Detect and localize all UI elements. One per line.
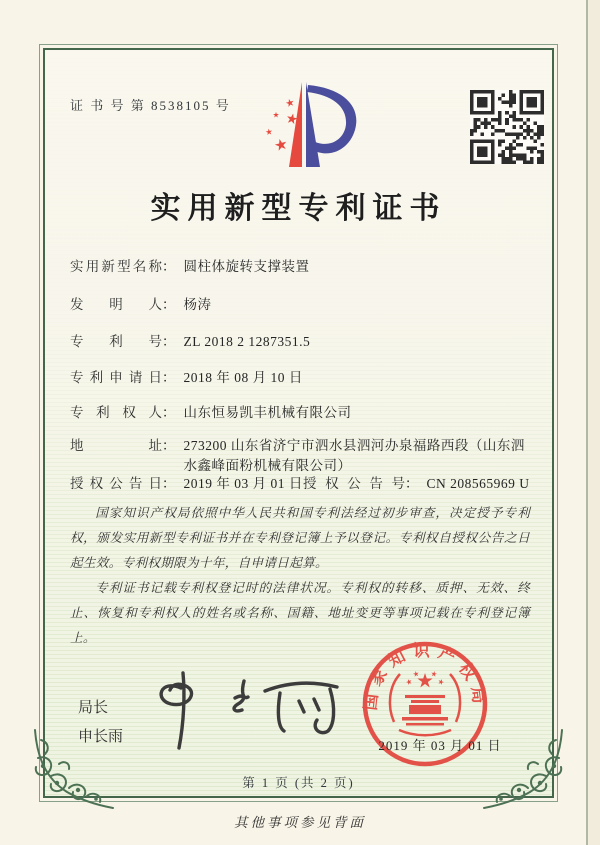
field-value: 圆柱体旋转支撑装置: [183, 259, 310, 274]
seal-text: 国家知识产权局: [361, 642, 489, 712]
colon: ：: [162, 476, 176, 491]
field-row-address: [70, 436, 534, 476]
colon: ：: [162, 438, 176, 453]
legal-paragraph-1: 国家知识产权局依照中华人民共和国专利法经过初步审查，决定授予专利权，颁发实用新型专利证书并在专利登记簿上予以登记。专利权自授权公告之日起生效。专利权期限为十年，自申请日起算。: [70, 506, 530, 570]
legal-text-block: [70, 501, 530, 651]
director-block: [78, 693, 123, 751]
certificate-title: 实用新型专利证书: [150, 192, 447, 225]
field-value: 273200 山东省济宁市泗水县泗河办泉福路西段（山东泗水鑫峰面粉机械有限公司）: [183, 438, 525, 473]
field-label: 实用新型名称: [70, 259, 162, 274]
field-label: 授权公告日: [70, 476, 162, 491]
field-label: 专利号: [70, 334, 162, 349]
field-row-patentee: [70, 403, 534, 423]
colon: ：: [162, 370, 176, 385]
colon: ：: [162, 297, 176, 312]
field-value: ZL 2018 2 1287351.5: [183, 334, 311, 349]
field-label: 专利权人: [70, 405, 162, 420]
director-signature-shen-changyu: [145, 668, 350, 758]
field-row-inventor: [70, 295, 534, 315]
colon: ：: [162, 334, 176, 349]
legal-paragraph-2: 专利证书记载专利权登记时的法律状况。专利权的转移、质押、无效、终止、恢复和专利权人的姓名或名称、国籍、地址变更等事项记载在专利登记簿上。: [70, 581, 530, 645]
director-name: 申长雨: [78, 728, 124, 745]
director-title: 局长: [78, 699, 109, 716]
grant-date-value: 2019 年 03 月 01 日: [183, 476, 303, 491]
field-row-grant-info: [70, 474, 534, 494]
grant-number-value: CN 208565969 U: [426, 476, 530, 491]
field-label: 发明人: [70, 297, 162, 312]
colon: ：: [405, 476, 419, 491]
certificate-border-frame: [43, 48, 554, 798]
cnipa-patent-logo-icon: [248, 74, 366, 182]
colon: ：: [162, 405, 176, 420]
qr-code: [470, 90, 544, 164]
field-label: 地址: [70, 438, 162, 453]
field-row-utility-model-name: [70, 257, 534, 277]
colon: ：: [162, 259, 176, 274]
see-reverse-note: 其他事项参见背面: [234, 815, 366, 830]
scan-page-margin: [588, 0, 600, 845]
field-value: 杨涛: [183, 297, 212, 312]
field-label: 专利申请日: [70, 370, 162, 385]
field-value: 2018 年 08 月 10 日: [183, 370, 303, 385]
field-value: 山东恒易凯丰机械有限公司: [183, 405, 352, 420]
page-number: 第 1 页 (共 2 页): [242, 776, 355, 790]
field-row-patent-number: [70, 332, 534, 352]
grant-number-pair: [303, 474, 530, 494]
certificate-number: 证 书 号 第 8538105 号: [70, 98, 231, 113]
seal-date: 2019 年 03 月 01 日: [378, 738, 502, 753]
field-row-filing-date: [70, 368, 534, 388]
scan-page-edge-line: [586, 0, 588, 845]
field-label: 授权公告号: [303, 476, 405, 491]
